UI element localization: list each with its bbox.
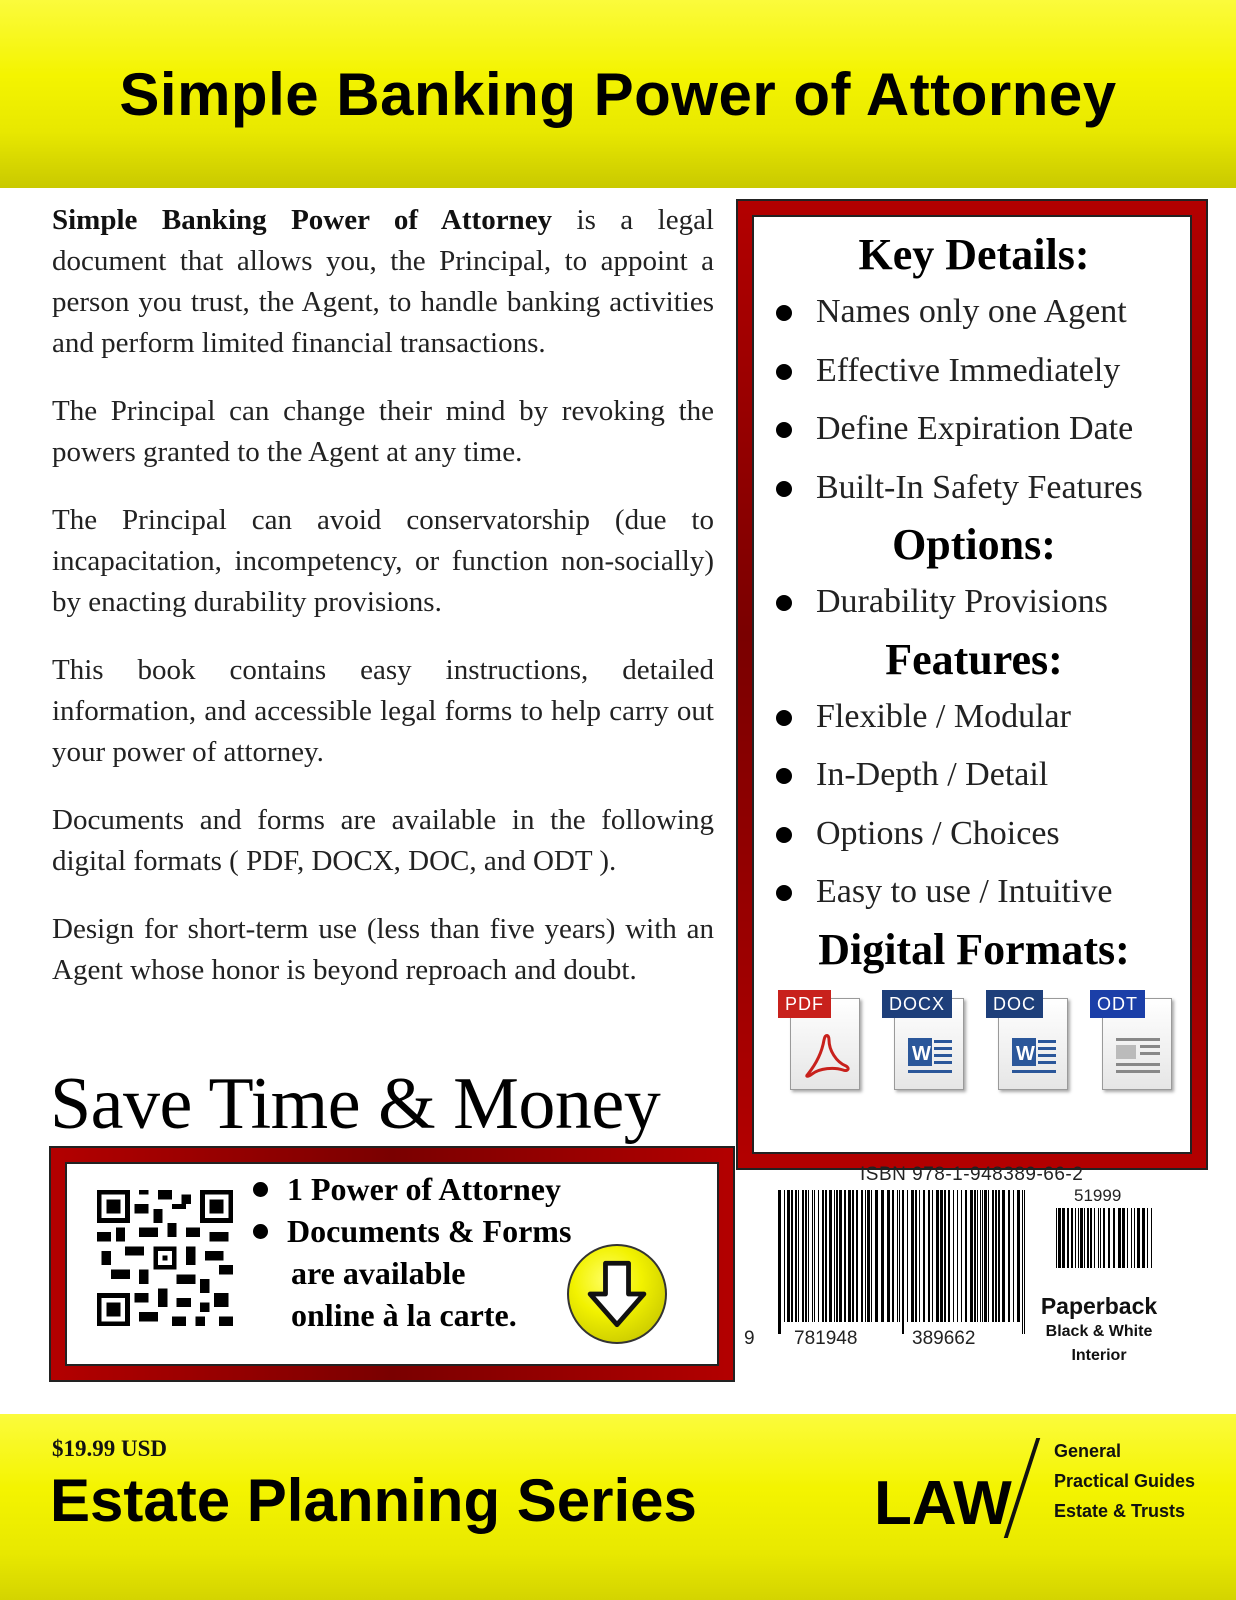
doc-icon <box>986 990 1068 1094</box>
barcode-digits-right: 389662 <box>912 1328 976 1349</box>
continuation-text: are available <box>291 1255 466 1291</box>
binding-type: Paperback <box>1040 1293 1158 1319</box>
list-item-text: Durability Provisions <box>816 583 1108 620</box>
continuation-text: online à la carte. <box>291 1297 517 1333</box>
digital-formats-heading: Digital Formats: <box>818 924 1130 974</box>
barcode-lead-digit: 9 <box>744 1328 755 1349</box>
intro-text <box>52 200 714 1018</box>
bullet-icon <box>776 481 792 497</box>
series-name: Estate Planning Series <box>50 1467 697 1534</box>
list-item-text: Documents & Forms <box>287 1213 572 1249</box>
list-item-text: Flexible / Modular <box>816 697 1071 735</box>
pdf-label: PDF <box>778 990 831 1018</box>
law-label: LAW <box>874 1469 1012 1538</box>
word-mark-icon <box>1006 1028 1062 1084</box>
bullet-icon <box>776 885 792 901</box>
list-item <box>772 805 1176 864</box>
online-panel <box>65 1162 719 1366</box>
features-list <box>772 688 1176 922</box>
docx-icon <box>882 990 964 1094</box>
bullet-icon <box>776 305 792 321</box>
docx-label: DOCX <box>882 990 952 1018</box>
bullet-icon <box>776 595 792 611</box>
odt-icon <box>1090 990 1172 1094</box>
list-item-text: Names only one Agent <box>816 293 1127 330</box>
key-details-frame <box>736 199 1208 1170</box>
list-item-text: Effective Immediately <box>816 351 1121 389</box>
bottom-banner <box>0 1414 1236 1600</box>
bullet-icon <box>776 710 792 726</box>
acrobat-mark-icon <box>798 1028 854 1084</box>
format-icons <box>772 978 1176 1094</box>
list-item <box>772 342 1176 401</box>
odt-label: ODT <box>1090 990 1145 1018</box>
list-item <box>772 863 1176 922</box>
online-list <box>253 1168 571 1336</box>
law-categories <box>1054 1436 1195 1526</box>
list-item <box>772 283 1176 342</box>
svg-text:W: W <box>1016 1042 1035 1065</box>
intro-paragraph-4: This book contains easy instructions, detailed information, and accessible legal forms to help carry out your power of attorney. <box>52 654 714 768</box>
list-item <box>772 400 1176 459</box>
isbn-barcode <box>778 1190 1028 1334</box>
bullet-icon <box>776 364 792 380</box>
list-item <box>772 746 1176 805</box>
word-mark-icon <box>902 1028 958 1084</box>
intro-paragraph-1 <box>52 200 714 364</box>
pdf-icon <box>778 990 860 1094</box>
bullet-icon <box>776 827 792 843</box>
intro-paragraph-1-text: is a legal document that allows you, the Principal, to appoint a person you trust, the Agent, to handle banking activities and perform limited financial transactions. <box>52 204 714 359</box>
list-item-text: Built-In Safety Features <box>816 468 1143 506</box>
barcode-area <box>744 1160 1224 1390</box>
price-code: 51999 <box>1074 1186 1122 1205</box>
svg-text:W: W <box>912 1042 931 1065</box>
qr-code-icon <box>97 1190 233 1326</box>
binding-info <box>1034 1292 1164 1368</box>
intro-paragraph-2: The Principal can change their mind by revoking the powers granted to the Agent at any time. <box>52 395 714 468</box>
book-title: Simple Banking Power of Attorney <box>119 60 1117 128</box>
bullet-icon <box>776 422 792 438</box>
list-item <box>253 1210 571 1252</box>
options-list <box>772 573 1176 632</box>
price-label: $19.99 USD <box>52 1436 168 1461</box>
list-item <box>772 573 1176 632</box>
category-item: General <box>1054 1441 1122 1461</box>
intro-paragraph-3: The Principal can avoid conservatorship (due to incapacitation, incompetency, or function non-socially) by enacting durability provisions. <box>52 504 714 618</box>
bullet-icon <box>776 768 792 784</box>
list-item <box>253 1168 571 1210</box>
key-details-list <box>772 283 1176 517</box>
interior-line-2: Interior <box>1071 1347 1127 1364</box>
list-item-text: Options / Choices <box>816 814 1060 852</box>
intro-paragraph-5: Documents and forms are available in the following digital formats ( PDF, DOCX, DOC, and ODT ). <box>52 804 714 877</box>
list-item <box>772 459 1176 518</box>
writer-mark-icon <box>1110 1028 1166 1084</box>
features-heading: Features: <box>885 634 1063 684</box>
category-item: Practical Guides <box>1054 1471 1196 1491</box>
top-banner <box>0 0 1236 188</box>
intro-paragraph-6: Design for short-term use (less than five years) with an Agent whose honor is beyond reproach and doubt. <box>52 913 714 986</box>
options-heading: Options: <box>892 520 1056 569</box>
list-item-text: 1 Power of Attorney <box>287 1171 561 1207</box>
key-details-panel <box>752 215 1192 1154</box>
addon-barcode <box>1056 1208 1156 1280</box>
bullet-icon <box>253 1224 268 1239</box>
bullet-icon <box>253 1182 268 1197</box>
list-item-text: Easy to use / Intuitive <box>816 873 1113 910</box>
online-frame <box>49 1146 735 1382</box>
list-item-text: In-Depth / Detail <box>816 756 1049 793</box>
list-item-text: Define Expiration Date <box>816 410 1134 447</box>
key-details-heading: Key Details: <box>858 230 1090 279</box>
list-item <box>772 688 1176 747</box>
intro-title-bold: Simple Banking Power of Attorney <box>52 204 553 236</box>
doc-label: DOC <box>986 990 1043 1018</box>
isbn-number: ISBN 978-1-948389-66-2 <box>860 1164 1084 1185</box>
save-slogan: Save Time & Money <box>50 1063 661 1145</box>
down-arrow-icon <box>567 1244 667 1344</box>
category-item: Estate & Trusts <box>1054 1501 1186 1521</box>
interior-line-1: Black & White <box>1045 1323 1153 1340</box>
barcode-digits-left: 781948 <box>794 1328 858 1349</box>
